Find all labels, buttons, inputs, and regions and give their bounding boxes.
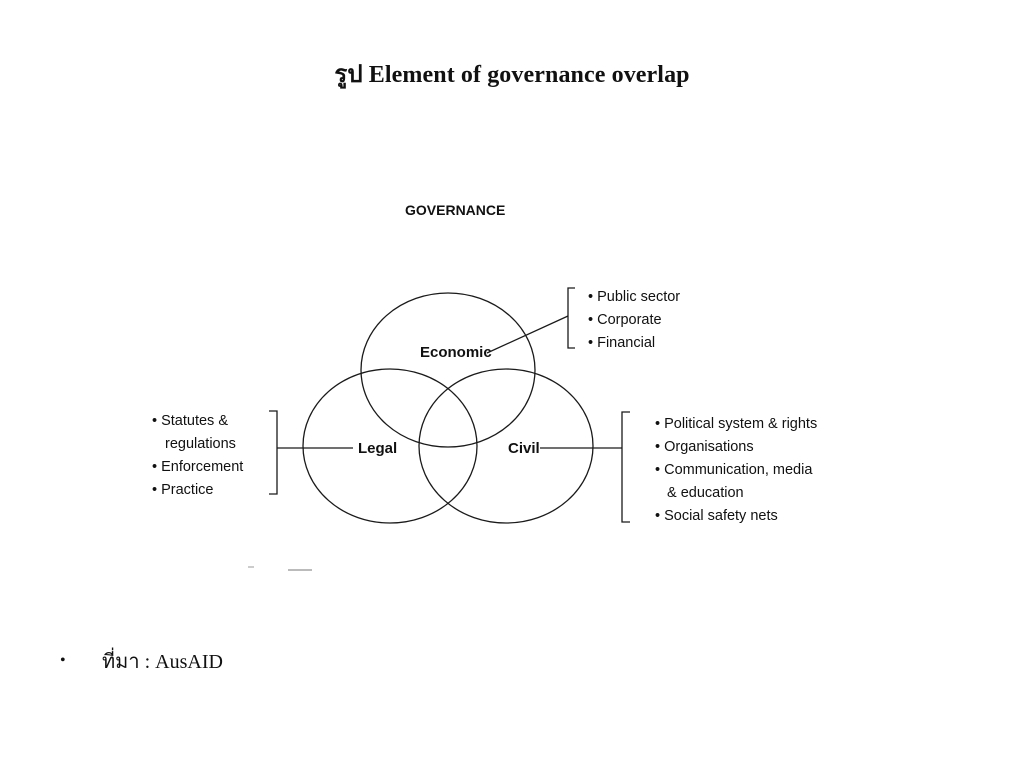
- legal-label: Legal: [358, 440, 398, 457]
- civil-item: • Communication, media: [655, 462, 813, 478]
- economic-circle: [361, 293, 535, 447]
- economic-bracket: [568, 288, 575, 348]
- civil-item-continued: & education: [667, 485, 744, 501]
- civil-circle: [419, 369, 593, 523]
- economic-connector-line: [487, 316, 568, 353]
- source-line: [60, 645, 223, 677]
- civil-item: • Political system & rights: [655, 416, 818, 432]
- legal-item: • Statutes &: [152, 413, 229, 429]
- civil-bracket: [622, 412, 630, 522]
- diagram-heading: GOVERNANCE: [405, 202, 506, 218]
- economic-item: • Corporate: [588, 312, 662, 328]
- civil-item: • Organisations: [655, 439, 754, 455]
- economic-item: • Public sector: [588, 289, 681, 305]
- legal-bracket: [269, 411, 277, 494]
- economic-label: Economic: [420, 344, 492, 361]
- bullet-icon: •: [60, 652, 66, 669]
- legal-item: • Practice: [152, 482, 214, 498]
- legal-item: • Enforcement: [152, 459, 244, 475]
- source-text: ที่มา : AusAID: [102, 651, 223, 673]
- civil-item: • Social safety nets: [655, 508, 778, 524]
- civil-label: Civil: [508, 440, 540, 457]
- slide-title: รูป Element of governance overlap: [334, 62, 690, 88]
- economic-item: • Financial: [588, 335, 656, 351]
- legal-item-continued: regulations: [165, 436, 236, 452]
